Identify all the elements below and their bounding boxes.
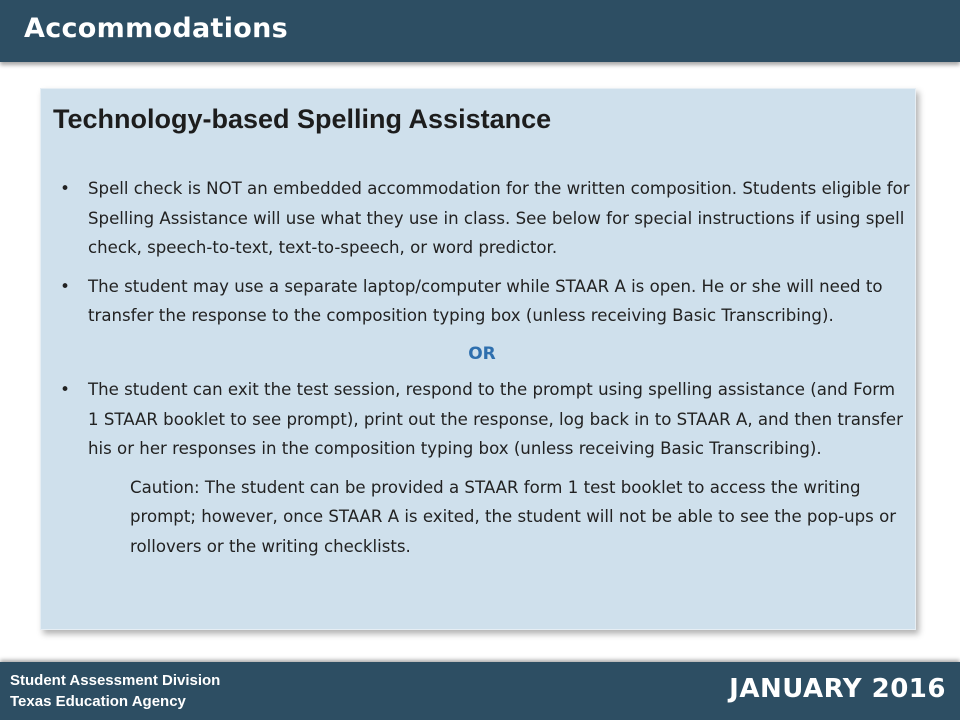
bullet-text: Spell check is NOT an embedded accommodation for the written composition. Students eligible for Spelling Assistance will use what they use in class. See below for special instructions if using spell check, speech-to-text, text-to-speech, or word predictor. [88, 179, 910, 257]
bullet-icon: • [60, 276, 70, 296]
bullet-text: The student can exit the test session, respond to the prompt using spelling assistance (and Form 1 STAAR booklet to see prompt), print out the response, log back in to STAAR A, and then transfer his or her responses in the composition typing box (unless receiving Basic Transcribing). [88, 380, 903, 458]
footer-bar [0, 662, 960, 720]
footer-date: JANUARY 2016 [729, 674, 946, 704]
agency-name: Texas Education Agency [10, 693, 186, 710]
header-bar [0, 0, 960, 62]
bullet-text: The student may use a separate laptop/computer while STAAR A is open. He or she will need to transfer the response to the composition typing box (unless receiving Basic Transcribing). [88, 276, 883, 325]
list-item [54, 174, 910, 263]
bullet-icon: • [60, 380, 70, 399]
or-separator: OR [468, 343, 496, 364]
list-item [54, 375, 910, 464]
content-panel [40, 88, 916, 630]
slide-title: Accommodations [24, 13, 289, 44]
panel-heading: Technology-based Spelling Assistance [53, 104, 552, 134]
division-name: Student Assessment Division [10, 672, 221, 689]
bullet-icon: • [60, 179, 70, 198]
bullet-list [54, 174, 910, 561]
list-item [54, 272, 910, 331]
caution-note: Caution: The student can be provided a STAAR form 1 test booklet to access the writing prompt; however, once STAAR A is exited, the student will not be able to see the pop-ups or rollovers or the writing checklists. [130, 477, 897, 556]
